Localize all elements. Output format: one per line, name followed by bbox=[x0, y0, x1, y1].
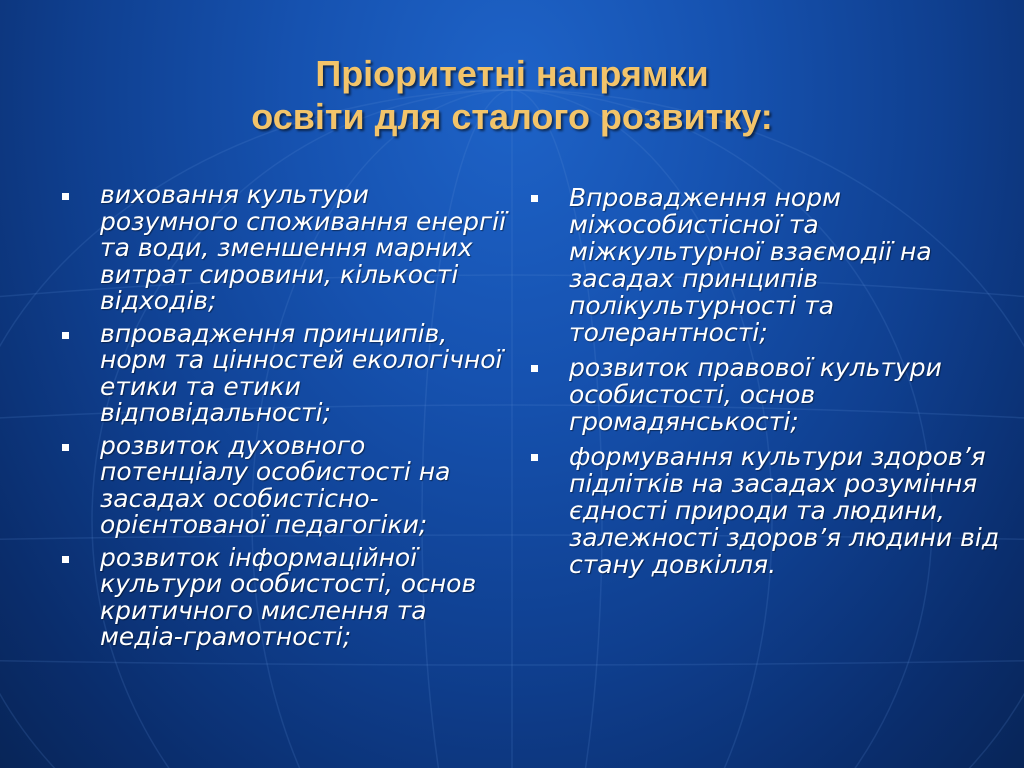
list-item bbox=[531, 354, 1001, 435]
list-item-text: розвиток духовного потенціалу особистості на засадах особистісно-орієнтованої педагогіки; bbox=[100, 430, 451, 539]
right-bullet-list bbox=[531, 184, 1001, 586]
title-line-1: Пріоритетні напрямки bbox=[315, 53, 709, 94]
left-bullet-list bbox=[62, 182, 512, 657]
square-bullet-icon bbox=[531, 454, 538, 461]
title-line-2: освіти для сталого розвитку: bbox=[251, 96, 773, 137]
list-item-text: розвиток правової культури особистості, основ громадянськості; bbox=[569, 353, 942, 436]
list-item bbox=[62, 542, 512, 651]
slide-title bbox=[0, 52, 1024, 138]
list-item-text: виховання культури розумного споживання енергії та води, зменшення марних витрат сировини, кількості відходів; bbox=[100, 180, 507, 315]
list-item bbox=[531, 184, 1001, 346]
list-item-text: розвиток інформаційної культури особистості, основ критичного мислення та медіа-грамотності; bbox=[100, 542, 477, 651]
list-item bbox=[62, 182, 512, 315]
list-item-text: впровадження принципів, норм та цінностей екологічної етики та етики відповідальності; bbox=[100, 318, 503, 427]
list-item bbox=[62, 318, 512, 427]
list-item bbox=[62, 430, 512, 539]
square-bullet-icon bbox=[62, 332, 69, 339]
square-bullet-icon bbox=[531, 365, 538, 372]
square-bullet-icon bbox=[62, 193, 69, 200]
list-item-text: формування культури здоров’я підлітків на засадах розуміння єдності природи та людини, залежності здоров’я людини від стану довкілля. bbox=[569, 442, 1000, 579]
square-bullet-icon bbox=[531, 195, 538, 202]
list-item-text: Впровадження норм міжособистісної та міжкультурної взаємодії на засадах принципів полікультурності та толерантності; bbox=[569, 183, 932, 347]
list-item bbox=[531, 443, 1001, 578]
square-bullet-icon bbox=[62, 556, 69, 563]
square-bullet-icon bbox=[62, 444, 69, 451]
